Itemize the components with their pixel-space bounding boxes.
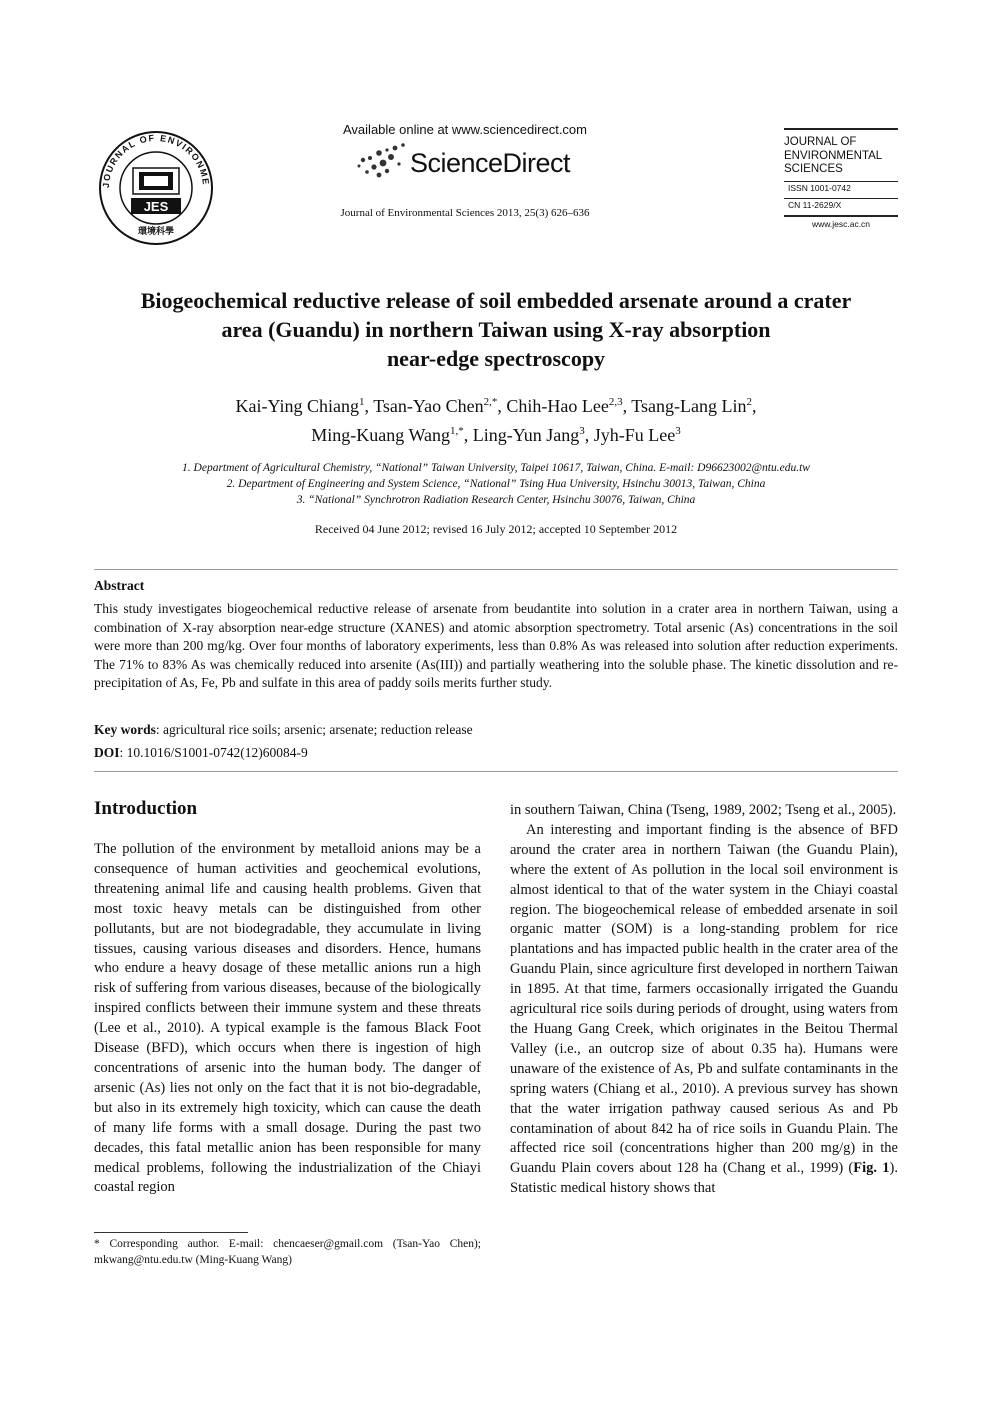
title-line-2: area (Guandu) in northern Taiwan using X-ray absorption	[221, 317, 771, 342]
abstract-heading: Abstract	[94, 578, 145, 593]
doi-text: : 10.1016/S1001-0742(12)60084-9	[119, 745, 308, 760]
journal-name-line2: ENVIRONMENTAL	[784, 149, 883, 162]
journal-cn: CN 11-2629/X	[788, 199, 842, 210]
author-list	[100, 390, 892, 448]
author-affil-sup: 2	[746, 396, 752, 408]
author-name: Tsan-Yao Chen	[373, 396, 484, 416]
article-title	[100, 286, 892, 373]
author-name: Kai-Ying Chiang	[235, 396, 359, 416]
keywords-label: Key words	[94, 722, 156, 737]
journal-website: www.jesc.ac.cn	[811, 218, 871, 229]
left-column	[94, 840, 481, 1198]
journal-name-line3: SCIENCES	[784, 163, 843, 175]
journal-citation: Journal of Environmental Sciences 2013, 25(3) 626–636	[340, 207, 590, 219]
author-name: Ming-Kuang Wang	[311, 425, 450, 445]
paragraph: in southern Taiwan, China (Tseng, 1989, 2002; Tseng et al., 2005).	[510, 802, 897, 818]
author-line-1: Kai-Ying Chiang$^1$, Tsan-Yao Chen$^{2,*}$, Chih-Hao Lee$^{2,3}$, Tsang-Lang Lin$^2$,	[235, 396, 757, 416]
affiliations	[100, 460, 892, 508]
author-affil-sup: 2,3	[608, 396, 623, 408]
abstract-text: This study investigates biogeochemical reductive release of arsenate from beudantite into solution in a crater area in northern Taiwan, using a combination of X-ray absorption near-edge structure (XANES) and atomic absorption spectrometry. Total arsenic (As) concentrations in the soil were more than 200 mg/kg. Over four months of laboratory experiments, less than 0.8% As was released into solution after reduction experiments. The 71% to 83% As was chemically reduced into arsenite (As(III)) and partially weathering into the soluble phase. The kinetic dissolution and re-precipitation of As, Fe, Pb and sulfate in this area of paddy soils merits further study.	[94, 601, 898, 691]
journal-seal-logo	[93, 128, 219, 246]
affiliation-1: 1. Department of Agricultural Chemistry, “National” Taiwan University, Taipei 10617, Taiwan, China. E-mail: D96623002@ntu.edu.tw	[182, 462, 810, 474]
doi-label: DOI	[94, 745, 120, 760]
paragraph: An interesting and important finding is the absence of BFD around the crater area in northern Taiwan (the Guandu Plain), where the extent of As pollution in the local soil environment is almost identical to that of the water system in the Chiayi coastal region. The biogeochemical release of embedded arsenate in soil organic matter (SOM) is a long-standing problem for rice plantations and has impacted public health in the crater area of the Guandu Plain, since agriculture first developed in northern Taiwan in 1895. At that time, farmers occasionally irrigated the Guandu agricultural rice soils during periods of drought, using waters from the Huang Gang Creek, which originates in the Beitou Thermal Valley (i.e., an outcrop size of about 0.35 ha). Humans were unaware of the existence of As, Pb and sulfate contaminants in the spring waters (Chiang et al., 2010). A previous survey has shown that the water irrigation pathway caused serious As and Pb contamination of about 842 ha of rice soils in Guandu Plain. The affected rice soil (concentrations higher than 200 mg/g) in the Guandu Plain covers about 128 ha (Chang et al., 1999) (Fig. 1). Statistic medical history shows that	[510, 821, 898, 1197]
keywords	[94, 722, 898, 738]
journal-info-box	[784, 128, 898, 229]
author-name: Ling-Yun Jang	[472, 425, 580, 445]
journal-name-line1: JOURNAL OF	[784, 136, 857, 148]
title-line-1: Biogeochemical reductive release of soil embedded arsenate around a crater	[140, 288, 852, 313]
received-dates: Received 04 June 2012; revised 16 July 2012; accepted 10 September 2012	[314, 522, 678, 536]
corresponding-author-footnote: * Corresponding author. E-mail: chencaeser@gmail.com (Tsan-Yao Chen); mkwang@ntu.edu.tw (Ming-Kuang Wang)	[94, 1238, 481, 1266]
journal-issn: ISSN 1001-0742	[788, 182, 851, 193]
author-affil-sup: 2,*	[483, 396, 498, 408]
affiliation-3: 3. “National” Synchrotron Radiation Research Center, Hsinchu 30076, Taiwan, China	[296, 494, 696, 506]
paragraph: The pollution of the environment by metalloid anions may be a consequence of human activities and geochemical evolutions, threatening animal life and causing health problems. Given that most toxic heavy metals can be distinguished from other pollutants, but are not biodegradable, they accumulate in living tissues, causing various diseases and disorders. Hence, humans who endure a heavy dosage of these metallic anions run a high risk of suffering from various diseases, because of the biologically inspired conflicts between their immune system and these threats (Lee et al., 2010). A typical example is the famous Black Foot Disease (BFD), which occurs when there is ingestion of high concentrations of arsenic into the human body. The danger of arsenic (As) lies not only on the fact that it is not bio-degradable, but also in its extremely high toxicity, which can cause the death of many life forms with a small dosage. During the past two decades, this fatal metallic anion has been responsible for many medical problems, following the industrialization of the Chiayi coastal region	[94, 841, 481, 1196]
section-heading-introduction: Introduction	[94, 798, 198, 819]
author-affil-sup: 1	[359, 396, 365, 408]
seal-ring-text: JOURNAL OF ENVIRONME	[100, 132, 212, 189]
author-line-2: Ming-Kuang Wang$^{1,*}$, Ling-Yun Jang$^3$, Jyh-Fu Lee$^3$	[311, 425, 681, 445]
footnote-rule	[94, 1232, 248, 1233]
author-name: Chih-Hao Lee	[506, 396, 609, 416]
doi	[94, 745, 898, 761]
available-online-text: Available online at www.sciencedirect.com	[343, 122, 587, 137]
author-name: Tsang-Lang Lin	[631, 396, 747, 416]
author-affil-sup: 3	[579, 425, 585, 437]
divider-bottom	[94, 771, 898, 772]
sciencedirect-wordmark: ScienceDirect	[410, 148, 571, 178]
figure-reference-link[interactable]: Fig. 1	[853, 1160, 890, 1177]
seal-abbrev: JES	[143, 199, 169, 214]
right-column	[510, 801, 898, 1199]
title-line-3: near-edge spectroscopy	[386, 346, 606, 371]
affiliation-2: 2. Department of Engineering and System Science, “National” Tsing Hua University, Hsinchu 30013, Taiwan, China	[226, 478, 766, 490]
author-affil-sup: 3	[675, 425, 681, 437]
seal-chars: 環境科學	[137, 227, 175, 237]
keywords-text: : agricultural rice soils; arsenic; arsenate; reduction release	[155, 722, 473, 737]
author-name: Jyh-Fu Lee	[593, 425, 676, 445]
author-affil-sup: 1,*	[449, 425, 464, 437]
divider-top	[94, 569, 898, 570]
